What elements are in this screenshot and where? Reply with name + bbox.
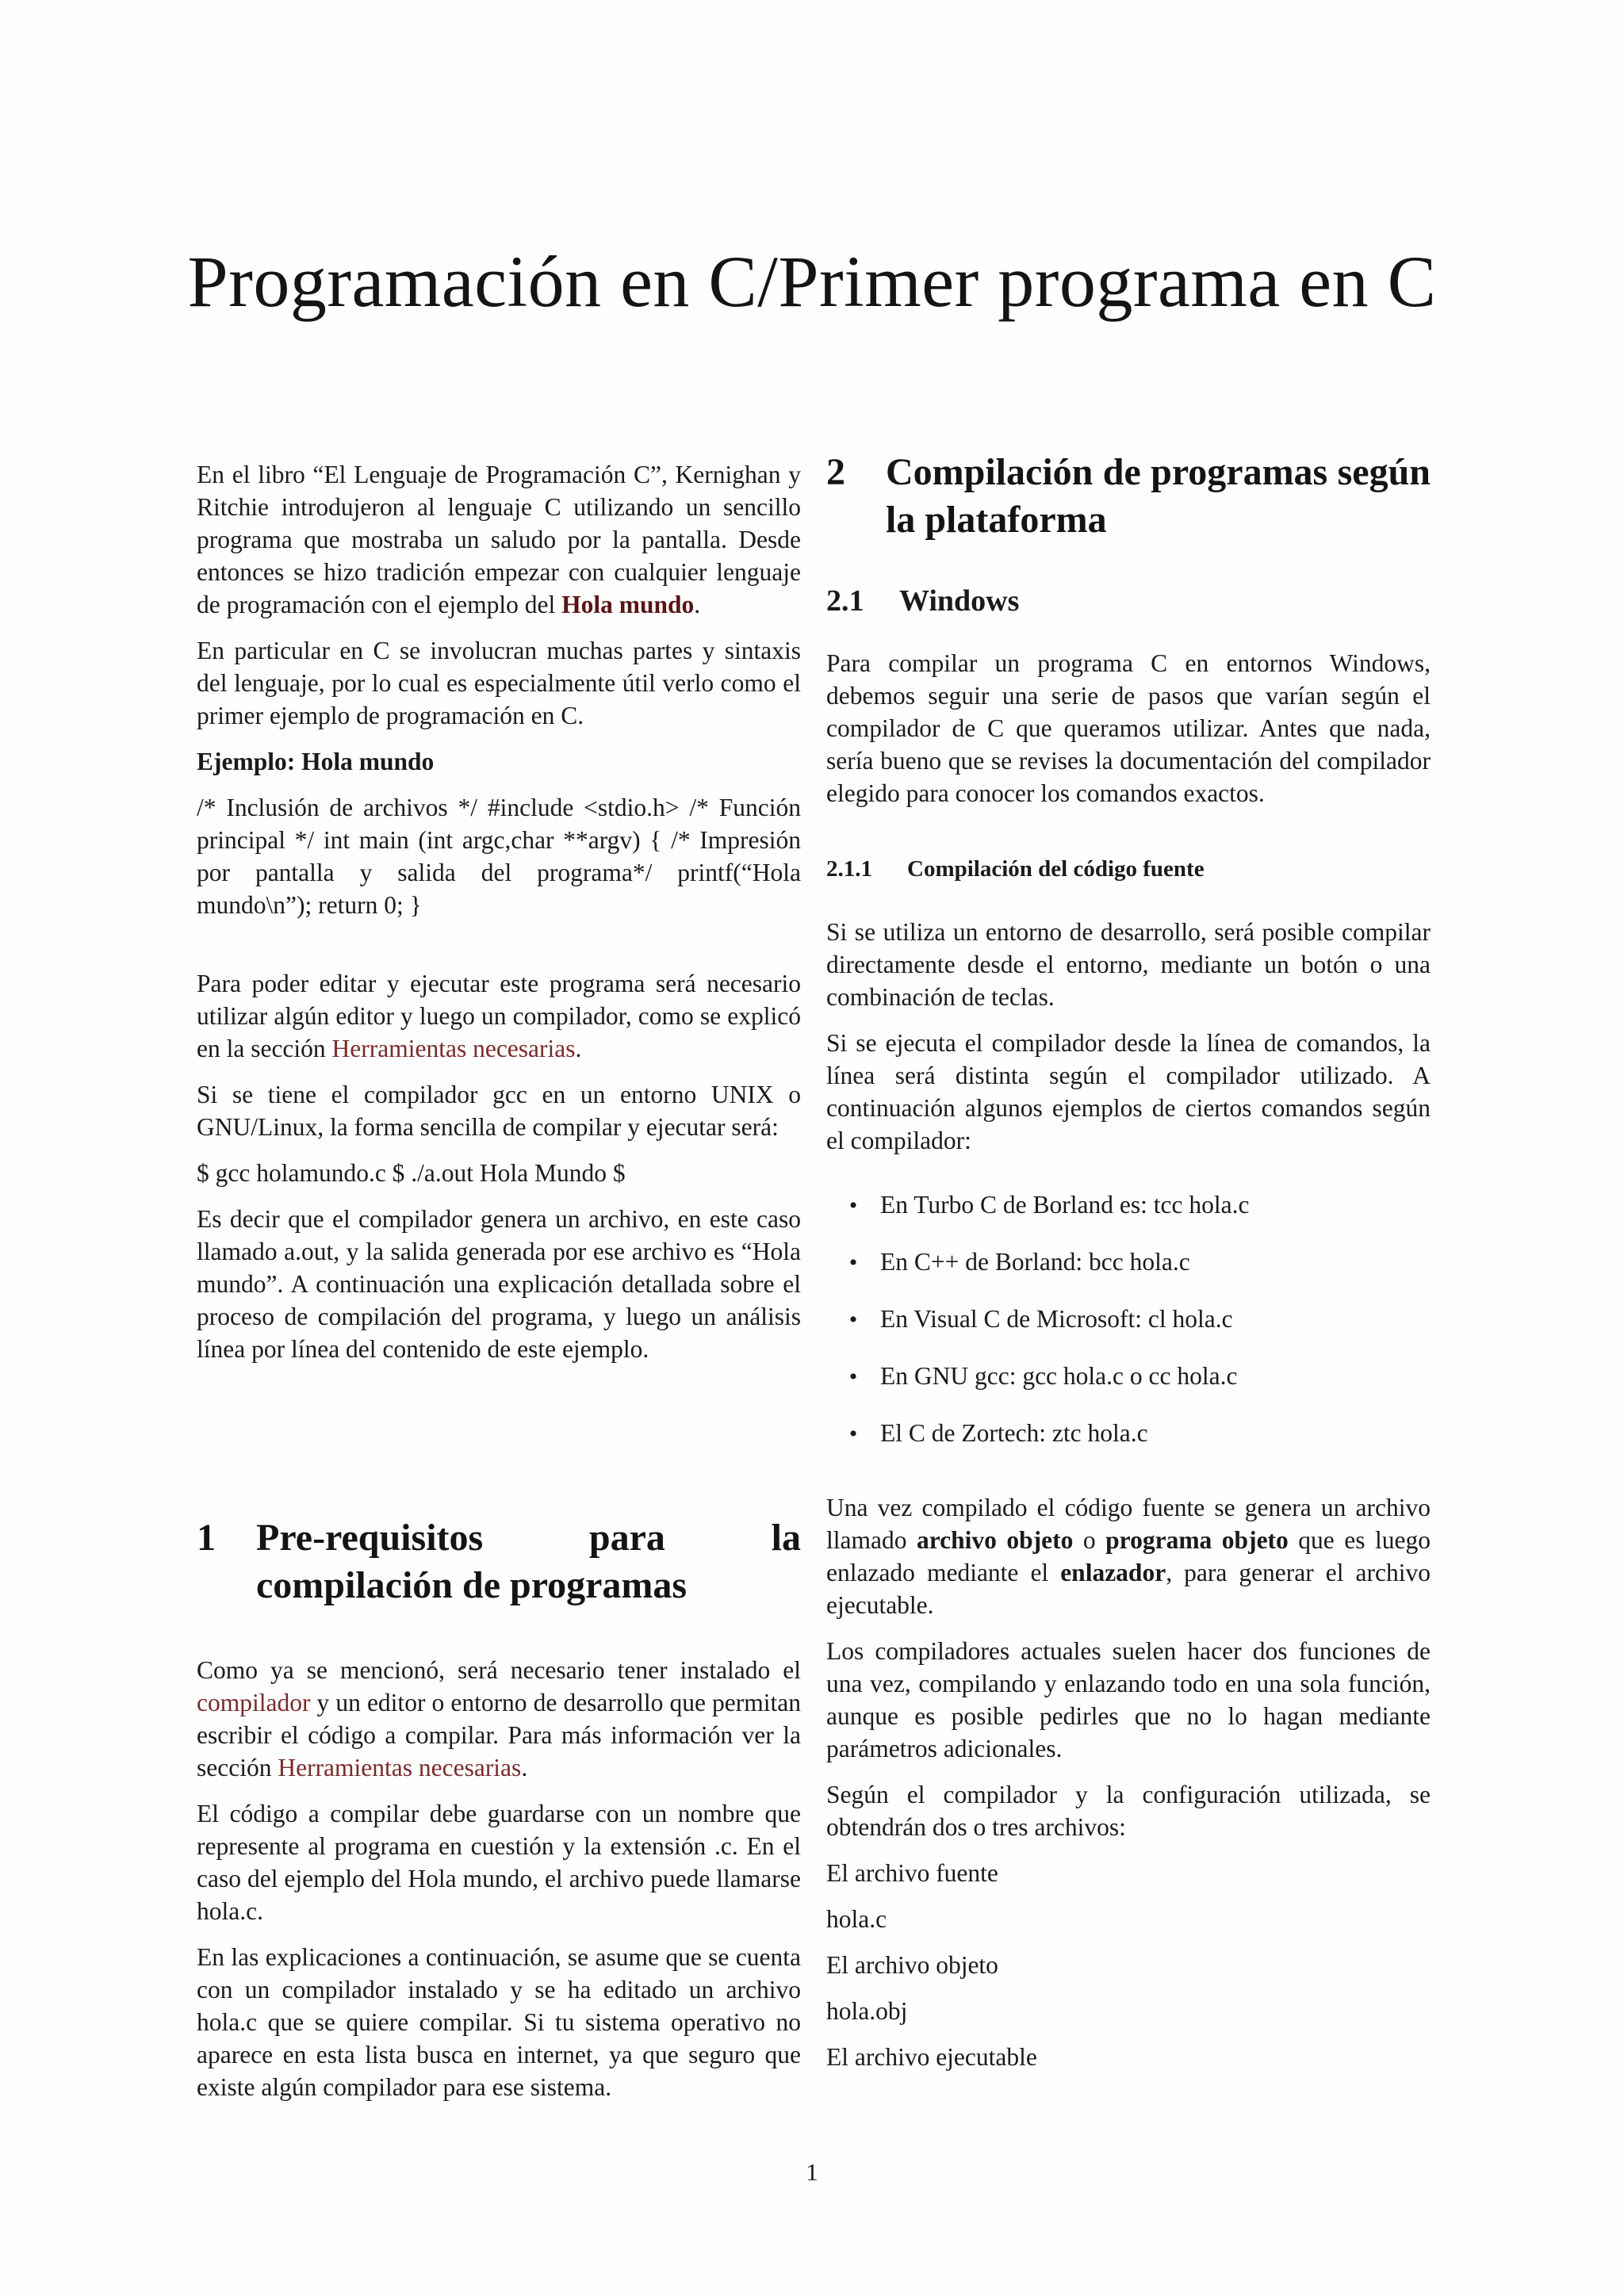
section-1-number: 1 <box>197 1517 216 1559</box>
section-1-heading <box>197 1514 801 1609</box>
paragraph-gcc: Si se tiene el compilador gcc en un entorno UNIX o GNU/Linux, la forma sencilla de compilar y ejecutar será: <box>197 1081 801 1141</box>
example-heading <box>197 745 801 778</box>
paragraph-shell: $ gcc holamundo.c $ ./a.out Hola Mundo $ <box>197 1159 626 1187</box>
section-2-1-1-heading <box>826 854 1431 884</box>
example-heading-text: Ejemplo: Hola mundo <box>197 748 435 775</box>
list-item-text: En Turbo C de Borland es: tcc hola.c <box>880 1191 1250 1219</box>
right-column <box>826 449 1431 2073</box>
obj-text-a: Una vez compilado el código fuente se genera un archivo llamado <box>826 1494 1431 1554</box>
section-2-1-number: 2.1 <box>826 584 864 618</box>
file-line: El archivo ejecutable <box>826 2043 1037 2071</box>
bullet-icon: • <box>848 1421 858 1447</box>
sec1-text-b: y un editor o entorno de desarrollo que permitan escribir el código a compilar. Para más información ver la sección <box>197 1689 801 1781</box>
intro-paragraph-2: En particular en C se involucran muchas partes y sintaxis del lenguaje, por lo cual es especialmente útil verlo como el primer ejemplo de programación en C. <box>197 637 801 729</box>
file-line: El archivo fuente <box>826 1859 998 1887</box>
section-2-1-paragraph: Para compilar un programa C en entornos Windows, debemos seguir una serie de pasos que varían según el compilador de C que queramos utilizar. Antes que nada, sería bueno que se revises la documentación del compilador elegido para conocer los comandos exactos. <box>826 649 1431 807</box>
page-title: Programación en C/Primer programa en C <box>187 241 1437 322</box>
section-2-number: 2 <box>826 451 845 493</box>
bullet-icon: • <box>848 1364 858 1390</box>
obj-bold-3: enlazador <box>1060 1559 1166 1586</box>
obj-text-c: o <box>1073 1526 1106 1554</box>
example-code: /* Inclusión de archivos */ #include <stdio.h> /* Función principal */ int main (int argc,char **argv) { /* Impresión por pantalla y salida del programa*/ printf(“Hola mundo\n”); return 0; } <box>197 794 801 919</box>
paragraph-explanation: Es decir que el compilador genera un archivo, en este caso llamado a.out, y la salida generada por ese archivo es “Hola mundo”. A continuación una explicación detallada sobre el proceso de compilación del programa, y luego un análisis línea por línea del contenido de este ejemplo. <box>197 1205 801 1363</box>
list-item <box>826 1303 1431 1336</box>
bullet-icon: • <box>848 1192 858 1219</box>
list-item-text: En GNU gcc: gcc hola.c o cc hola.c <box>880 1362 1238 1390</box>
editor-text-b: . <box>575 1035 582 1062</box>
section-2-1-1-paragraph-2: Si se ejecuta el compilador desde la línea de comandos, la línea será distinta según el compilador utilizado. A continuación algunos ejemplos de ciertos comandos según el compilador: <box>826 1029 1431 1154</box>
file-line: hola.c <box>826 1905 887 1933</box>
sec1-text-c: . <box>521 1754 528 1781</box>
section-2-heading <box>826 449 1431 544</box>
editor-text-a: Para poder editar y ejecutar este programa será necesario utilizar algún editor y luego un compilador, como se explicó en la sección <box>197 970 801 1062</box>
section-2-1-1-paragraph-1: Si se utiliza un entorno de desarrollo, será posible compilar directamente desde el entorno, mediante un botón o una combinación de teclas. <box>826 918 1431 1011</box>
section-1-paragraph-1 <box>197 1654 801 1784</box>
object-file-paragraph <box>826 1491 1431 1621</box>
section-1-paragraph-2: El código a compilar debe guardarse con un nombre que represente al programa en cuestión y la extensión .c. En el caso del ejemplo del Hola mundo, el archivo puede llamarse hola.c. <box>197 1800 801 1925</box>
compilador-link[interactable]: compilador <box>197 1689 311 1716</box>
left-column-section-1 <box>197 1514 801 2103</box>
list-item-text: En Visual C de Microsoft: cl hola.c <box>880 1305 1233 1333</box>
obj-bold-1: archivo objeto <box>916 1526 1074 1554</box>
intro-text-a: En el libro “El Lenguaje de Programación C”, Kernighan y Ritchie introdujeron al lenguaje C utilizando un sencillo programa que mostraba un saludo por la pantalla. Desde entonces se hizo tradición empezar con cualquier lenguaje de programación con el ejemplo del <box>197 461 801 618</box>
obj-text-e: , para generar el archivo ejecutable. <box>826 1559 1431 1619</box>
list-item <box>826 1246 1431 1279</box>
file-line: hola.obj <box>826 1997 908 2025</box>
sec1-text-a: Como ya se mencionó, será necesario tener instalado el <box>197 1656 801 1684</box>
list-item <box>826 1417 1431 1450</box>
section-2-1-heading <box>826 582 1431 620</box>
section-2-title: Compilación de programas según la plataforma <box>886 451 1431 541</box>
segun-paragraph: Según el compilador y la configuración utilizada, se obtendrán dos o tres archivos: <box>826 1781 1431 1841</box>
intro-text-b: . <box>694 591 701 618</box>
list-item-text: En C++ de Borland: bcc hola.c <box>880 1248 1190 1276</box>
obj-text-d: que es luego enlazado mediante el <box>826 1526 1431 1586</box>
bullet-icon: • <box>848 1307 858 1333</box>
compilers-paragraph: Los compiladores actuales suelen hacer dos funciones de una vez, compilando y enlazando todo en una sola función, aunque es posible pedirles que no lo hagan mediante parámetros adicionales. <box>826 1637 1431 1762</box>
herramientas-link-2[interactable]: Herramientas necesarias <box>278 1754 522 1781</box>
section-1-title: Pre-requisitos para la compilación de programas <box>256 1517 801 1606</box>
section-2-1-title: Windows <box>899 584 1020 618</box>
paragraph-editor <box>197 967 801 1065</box>
left-column-top <box>197 458 801 1365</box>
bullet-icon: • <box>848 1249 858 1276</box>
list-item <box>826 1188 1431 1222</box>
hola-mundo-link[interactable]: Hola mundo <box>561 591 695 618</box>
list-item <box>826 1360 1431 1393</box>
file-line: El archivo objeto <box>826 1951 998 1979</box>
intro-paragraph-1 <box>197 458 801 621</box>
list-item-text: El C de Zortech: ztc hola.c <box>880 1419 1148 1447</box>
obj-bold-2: programa objeto <box>1105 1526 1289 1554</box>
page-number: 1 <box>806 2158 818 2186</box>
compiler-command-list <box>826 1188 1431 1450</box>
section-2-1-1-number: 2.1.1 <box>826 856 872 882</box>
section-1-paragraph-3: En las explicaciones a continuación, se asume que se cuenta con un compilador instalado y se ha editado un archivo hola.c que se quiere compilar. Si tu sistema operativo no aparece en esta lista busca en internet, ya que seguro que existe algún compilador para ese sistema. <box>197 1943 801 2101</box>
herramientas-link[interactable]: Herramientas necesarias <box>331 1035 576 1062</box>
section-2-1-1-title: Compilación del código fuente <box>907 856 1205 882</box>
